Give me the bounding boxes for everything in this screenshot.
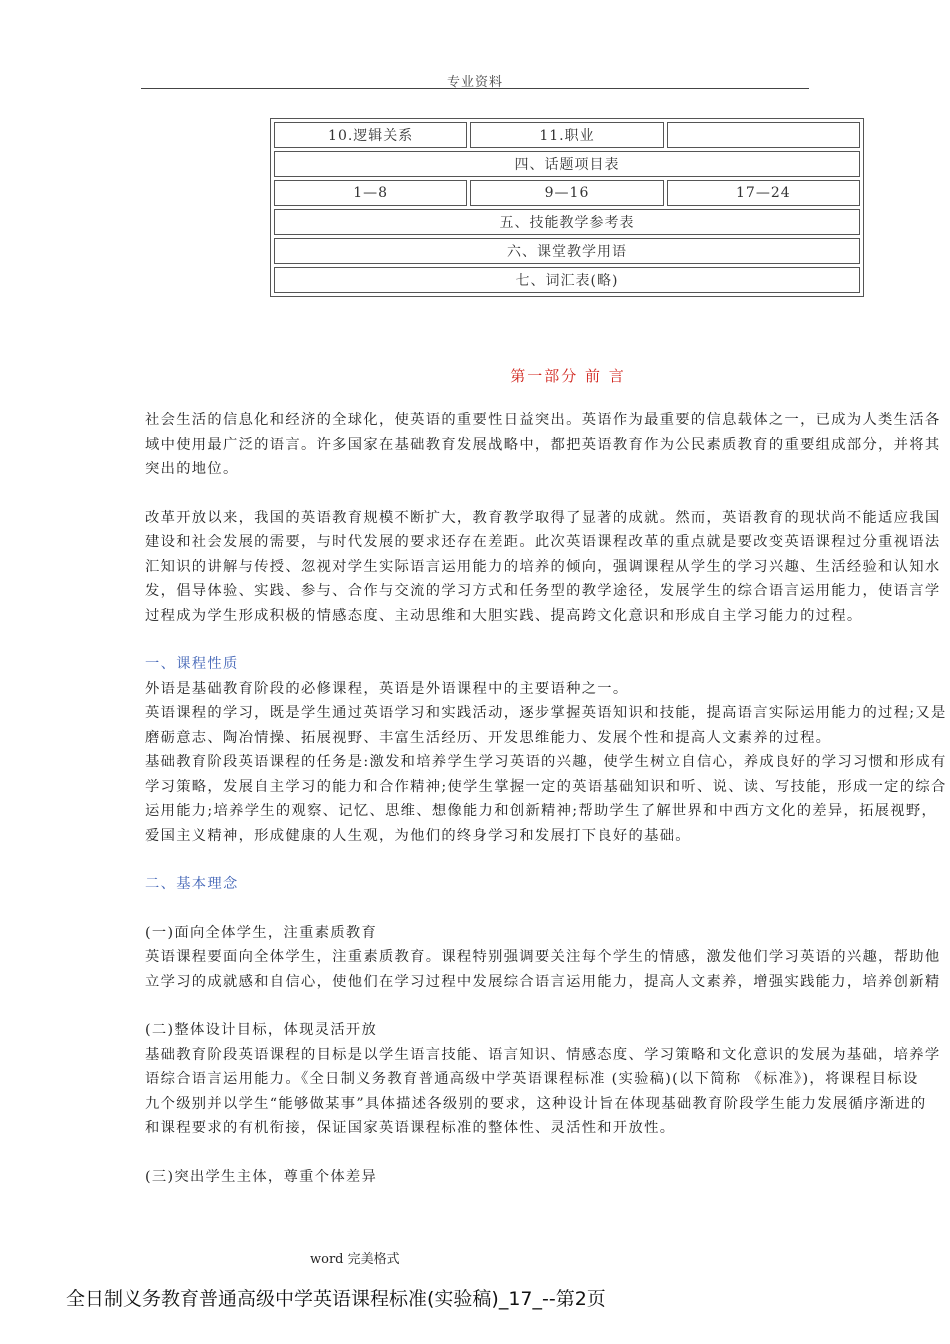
table-cell: 四、话题项目表 <box>274 151 860 177</box>
header-rule <box>141 88 809 89</box>
paragraph-gap <box>145 1141 950 1165</box>
text-line: 外语是基础教育阶段的必修课程，英语是外语课程中的主要语种之一。 <box>145 680 629 697</box>
part-title: 第一部分 前 言 <box>510 367 626 385</box>
table-cell: 17—24 <box>667 180 860 206</box>
table-cell: 1—8 <box>274 180 467 206</box>
text-line: 过程成为学生形成积极的情感态度、主动思维和大胆实践、提高跨文化意识和形成自主学习能力的过程。 <box>145 607 863 624</box>
text-line: 社会生活的信息化和经济的全球化，使英语的重要性日益突出。英语作为最重要的信息载体之一，已成为人类生活各 <box>145 412 941 428</box>
paragraph-gap <box>145 848 950 872</box>
table-cell <box>667 122 860 148</box>
text-line: 学习策略，发展自主学习的能力和合作精神;使学生掌握一定的英语基础知识和听、说、读、写技能，形成一定的综合 <box>145 778 947 795</box>
section-title-basic-concepts: 二、基本理念 <box>145 876 239 892</box>
subsection-title: (二)整体设计目标，体现灵活开放 <box>145 1022 378 1038</box>
text-line: 突出的地位。 <box>145 461 239 477</box>
text-line: 汇知识的讲解与传授、忽视对学生实际语言运用能力的培养的倾向，强调课程从学生的学习兴趣、生活经验和认知水 <box>145 558 941 575</box>
table-row <box>274 122 860 148</box>
text-line: 建设和社会发展的需要，与时代发展的要求还存在差距。此次英语课程改革的重点就是要改变英语课程过分重视语法 <box>145 534 941 550</box>
section-title-course-nature: 一、课程性质 <box>145 656 239 672</box>
text-line: 和课程要求的有机衔接，保证国家英语课程标准的整体性、灵活性和开放性。 <box>145 1120 676 1136</box>
table-cell: 六、课堂教学用语 <box>274 238 860 264</box>
document-title-caption: 全日制义务教育普通高级中学英语课程标准(实验稿)_17_--第2页 <box>66 1288 606 1310</box>
text-line: 语综合语言运用能力。《全日制义务教育普通高级中学英语课程标准 (实验稿)(以下简称 《标准》)，将课程目标设 <box>145 1071 919 1087</box>
contents-table <box>270 118 864 297</box>
text-line: 立学习的成就感和自信心，使他们在学习过程中发展综合语言运用能力，提高人文素养，增强实践能力，培养创新精 <box>145 973 941 990</box>
paragraph-gap <box>145 628 950 652</box>
text-line: 磨砺意志、陶冶情操、拓展视野、丰富生活经历、开发思维能力、发展个性和提高人文素养的过程。 <box>145 729 832 746</box>
table-row <box>274 209 860 235</box>
paragraph-gap <box>145 994 950 1018</box>
subsection-title: (三)突出学生主体，尊重个体差异 <box>145 1168 378 1185</box>
text-line: 改革开放以来，我国的英语教育规模不断扩大，教育教学取得了显著的成就。然而，英语教育的现状尚不能适应我国 <box>145 509 941 526</box>
document-body <box>145 408 950 1189</box>
table-row <box>274 180 860 206</box>
table-cell: 五、技能教学参考表 <box>274 209 860 235</box>
text-line: 爱国主义精神，形成健康的人生观，为他们的终身学习和发展打下良好的基础。 <box>145 827 691 844</box>
paragraph-intro-1 <box>145 408 950 482</box>
text-line: 基础教育阶段英语课程的目标是以学生语言技能、语言知识、情感态度、学习策略和文化意识的发展为基础，培养学 <box>145 1046 941 1063</box>
table-row <box>274 238 860 264</box>
table-cell: 9—16 <box>470 180 663 206</box>
paragraph-gap <box>145 897 950 921</box>
table-cell: 10.逻辑关系 <box>274 122 467 148</box>
paragraph-intro-2 <box>145 506 950 629</box>
subsection-title: (一)面向全体学生，注重素质教育 <box>145 924 378 941</box>
paragraph-course-nature <box>145 677 950 849</box>
text-line: 英语课程要面向全体学生，注重素质教育。课程特别强调要关注每个学生的情感，激发他们学习英语的兴趣，帮助他 <box>145 949 941 965</box>
text-line: 基础教育阶段英语课程的任务是:激发和培养学生学习英语的兴趣，使学生树立自信心，养成良好的学习习惯和形成有 <box>145 754 947 770</box>
text-line: 英语课程的学习，既是学生通过英语学习和实践活动，逐步掌握英语知识和技能，提高语言实际运用能力的过程;又是 <box>145 705 947 721</box>
table-row <box>274 151 860 177</box>
footer-format-note: word 完美格式 <box>310 1252 400 1267</box>
paragraph-gap <box>145 482 950 506</box>
text-line: 发，倡导体验、实践、参与、合作与交流的学习方式和任务型的教学途径，发展学生的综合语言运用能力，使语言学 <box>145 583 941 599</box>
text-line: 运用能力;培养学生的观察、记忆、思维、想像能力和创新精神;帮助学生了解世界和中西方文化的差异，拓展视野， <box>145 803 938 819</box>
page-header: 专业资料 <box>446 75 503 90</box>
table-cell: 11.职业 <box>470 122 663 148</box>
table-row <box>274 267 860 293</box>
text-line: 九个级别并以学生“能够做某事”具体描述各级别的要求，这种设计旨在体现基础教育阶段学生能力发展循序渐进的 <box>145 1095 927 1112</box>
text-line: 域中使用最广泛的语言。许多国家在基础教育发展战略中，都把英语教育作为公民素质教育的重要组成部分，并将其 <box>145 436 941 453</box>
table-cell: 七、词汇表(略) <box>274 267 860 293</box>
